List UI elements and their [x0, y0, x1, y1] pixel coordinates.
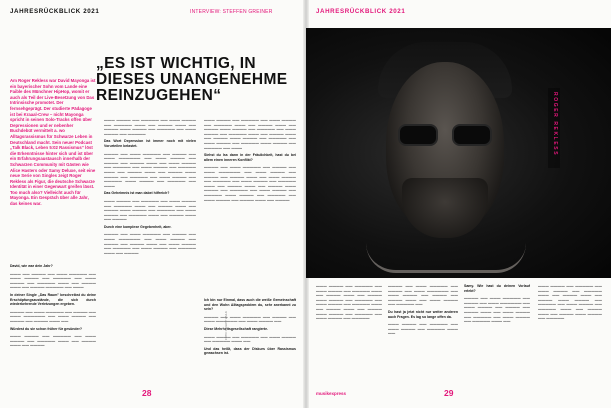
- body-text-block: ▬▬▬▬ ▬▬ ▬▬▬ ▬▬▬▬▬ ▬▬ ▬▬▬▬ ▬▬ ▬▬▬ ▬▬▬▬▬▬ ▬▬ ▬▬▬ ▬▬▬▬ ▬▬ ▬▬▬▬ ▬▬ ▬▬▬▬ ▬▬▬ ▬▬ ▬▬▬ ▬▬▬▬ ▬▬ ▬▬▬▬▬ ▬▬ ▬▬▬ ▬▬▬▬ ▬▬ ▬▬▬▬▬ ▬▬▬ ▬▬ ▬▬▬▬: [104, 232, 196, 255]
- right-question-3: Und das heißt, dass der Diskurs über Rassismus gewachsen ist.: [204, 346, 296, 356]
- page-number-right: 29: [444, 388, 454, 398]
- right-question-1: Ich bin nur Einmal, dass auch die weiße Gemeinschaft und den Wohn Alltagsproblem du, sehr anerkannt zu sein?: [204, 298, 296, 312]
- article-lead: Am Roger Rekless war David Mayonga ist ein bayerischer Sohn vom Lande eine Faible des Münchner HipHop, womit er auch als Teil der Live-Besetzung von Das Intrinsische promotet. Der fernsehgeprägt. Der studierte Pädagoge ist bei Kraaal-Crew – nicht Mayonga spricht in seinen Solo-Tracks offen über Depressionen und er nebenher Buchdebüt vermittelt a. wo Alltagsrassismus für Schwarze Leben in Deutschland macht. Sein neuer Podcast „Talk Black, Leben 5:02 Rassismus“ löst die Erkenntnisse hinter sich und ist über ein Erfahrungsaustausch innerhalb der Schwarzen Community mit Gästen wie Alice Hasters oder Samy Deluxe, seit eine neue Serie von Singles zeigt Roger Rekless als Figur, die deutsche Schwarze Identität in einer Gegenwart greifen lässt. Too much also? Vielleicht auch für Mayonga. Ein Gespräch über alle Jahr, das keines war.: [10, 78, 96, 207]
- right-column-3: [464, 284, 530, 394]
- body-text-block: ▬▬▬ ▬▬▬▬ ▬▬ ▬▬▬▬▬ ▬▬ ▬▬▬ ▬▬▬▬ ▬▬ ▬▬▬▬▬ ▬▬▬ ▬▬ ▬▬▬▬ ▬▬▬ ▬▬ ▬▬▬▬: [10, 334, 96, 348]
- question-2: In deiner Single „Das Raum" beschreibst du deine Erschöpfungszustände, die sich durch wiederkehrende Verletzungen ergeben.: [10, 292, 96, 307]
- right-question-2: Diese Mehrheitsgesellschaft rangierte.: [204, 326, 268, 331]
- body-text-block: ▬▬▬ ▬▬▬▬ ▬▬ ▬▬▬▬▬ ▬▬ ▬▬▬ ▬▬▬▬ ▬▬ ▬▬▬▬▬ ▬▬▬ ▬▬: [388, 322, 458, 336]
- body-text-block: ▬▬▬ ▬▬▬▬ ▬▬ ▬▬▬▬▬ ▬▬ ▬▬▬ ▬▬▬▬ ▬▬ ▬▬▬▬▬ ▬▬▬ ▬▬ ▬▬▬▬ ▬▬▬ ▬▬ ▬▬▬▬ ▬▬▬ ▬▬▬▬ ▬▬ ▬▬▬▬▬ ▬▬ ▬▬▬ ▬▬▬▬ ▬▬ ▬▬▬▬▬: [104, 118, 196, 136]
- magazine-logo: musikexpress: [316, 391, 347, 396]
- body-text-block: ▬▬▬▬ ▬▬ ▬▬▬ ▬▬▬▬▬ ▬▬ ▬▬▬▬ ▬▬ ▬▬▬ ▬▬▬▬▬▬ ▬▬ ▬▬▬ ▬▬▬▬ ▬▬ ▬▬▬▬ ▬▬ ▬▬▬▬ ▬▬▬ ▬▬ ▬▬▬ ▬▬▬▬ ▬▬ ▬▬▬▬▬ ▬▬: [388, 284, 458, 307]
- body-text-block: ▬▬▬ ▬▬▬▬ ▬▬ ▬▬▬▬▬ ▬▬ ▬▬▬ ▬▬▬▬ ▬▬ ▬▬▬▬▬ ▬▬▬ ▬▬: [204, 334, 296, 344]
- right-column-4: [538, 284, 602, 394]
- right-page: [306, 0, 611, 408]
- right-question-5: Samy. Wie hast du deinen Vorlauf erlebt?: [464, 284, 530, 293]
- running-head-right: [316, 8, 405, 15]
- question-5: Das Geheimnis ist man dabei hilfreich?: [104, 191, 170, 196]
- article-headline: „ES IST WICHTIG, IN DIESES UNANGENEHME REINZUGEHEN“: [96, 55, 288, 104]
- necklace-shape: [366, 243, 526, 273]
- body-text-block: ▬▬▬▬ ▬▬ ▬▬▬ ▬▬▬▬▬ ▬▬ ▬▬▬▬ ▬▬ ▬▬▬ ▬▬▬▬▬▬ ▬▬ ▬▬▬ ▬▬▬▬ ▬▬: [204, 314, 296, 324]
- left-column-1: [10, 264, 96, 394]
- right-question-4: Du hast ja jetzt nicht nur weiter anderen auch Fragen. Es lag so lange offen da.: [388, 309, 458, 319]
- question-3: Würdest du sie schon früher für gesünder?: [10, 326, 82, 331]
- question-1: David, wie war dein Jahr?: [10, 264, 53, 268]
- body-text-block: ▬▬▬▬ ▬▬ ▬▬▬ ▬▬▬▬▬ ▬▬ ▬▬▬▬ ▬▬ ▬▬▬ ▬▬▬▬▬▬ ▬▬ ▬▬▬ ▬▬▬▬ ▬▬ ▬▬▬▬ ▬▬ ▬▬▬▬ ▬▬▬ ▬▬ ▬▬▬ ▬▬▬▬ ▬▬ ▬▬▬▬▬ ▬▬ ▬▬▬ ▬▬▬▬ ▬▬ ▬▬▬▬▬ ▬▬▬ ▬▬ ▬▬▬▬ ▬▬▬ ▬▬ ▬▬▬▬ ▬▬▬ ▬▬▬▬ ▬▬ ▬▬▬▬▬ ▬▬ ▬▬▬ ▬▬▬▬ ▬▬ ▬▬▬▬▬ ▬▬▬ ▬▬▬▬ ▬▬ ▬▬▬▬▬ ▬▬ ▬▬▬ ▬▬▬▬ ▬▬ ▬▬▬▬ ▬▬▬ ▬▬ ▬▬▬▬: [204, 165, 296, 202]
- page-number-left: 28: [142, 388, 152, 398]
- body-text-block: ▬▬▬ ▬▬▬▬ ▬▬ ▬▬▬▬▬ ▬▬ ▬▬▬ ▬▬▬▬ ▬▬ ▬▬▬▬▬ ▬▬▬ ▬▬ ▬▬▬▬ ▬▬▬ ▬▬ ▬▬▬▬ ▬▬▬ ▬▬▬▬ ▬▬ ▬▬▬▬▬ ▬▬ ▬▬▬ ▬▬▬▬ ▬▬ ▬▬▬▬▬ ▬▬▬ ▬▬ ▬▬▬▬ ▬▬▬ ▬▬ ▬▬▬▬ ▬▬▬ ▬▬▬▬ ▬▬ ▬▬▬▬▬ ▬▬ ▬▬▬ ▬▬▬▬ ▬▬ ▬▬▬▬▬ ▬▬▬ ▬▬▬▬ ▬▬ ▬▬▬▬▬ ▬▬ ▬▬▬: [204, 118, 296, 150]
- photo-name-label: ROGER REKLESS: [552, 92, 558, 157]
- left-column-2: [104, 118, 196, 393]
- beard-shape: [402, 178, 488, 238]
- body-text-block: ▬▬▬ ▬▬▬▬ ▬▬ ▬▬▬▬▬ ▬▬ ▬▬▬ ▬▬▬▬ ▬▬ ▬▬▬▬▬ ▬▬▬ ▬▬ ▬▬▬▬ ▬▬▬ ▬▬ ▬▬▬▬ ▬▬▬ ▬▬▬▬ ▬▬ ▬▬▬▬▬ ▬▬ ▬▬▬ ▬▬▬▬ ▬▬ ▬▬▬▬▬ ▬▬▬ ▬▬ ▬▬▬▬ ▬▬▬ ▬▬ ▬▬▬▬: [104, 198, 196, 222]
- question-7: Siehst du Iss dann in der Fräulichkeit, hast du bei allem einen inneren Konflikt?: [204, 153, 296, 162]
- portrait-photo: [306, 28, 611, 278]
- body-text-block: ▬▬▬▬ ▬▬ ▬▬▬ ▬▬▬▬▬ ▬▬ ▬▬▬▬ ▬▬ ▬▬▬ ▬▬▬▬▬▬ ▬▬ ▬▬▬ ▬▬▬▬ ▬▬ ▬▬▬▬ ▬▬ ▬▬▬▬ ▬▬▬ ▬▬: [10, 309, 96, 323]
- photo-credit: FOTO: PHILIPP WULK: [224, 311, 228, 340]
- spread-gutter: [303, 0, 309, 408]
- right-column-1: [316, 284, 382, 394]
- running-head-left: [10, 8, 99, 15]
- interview-byline: INTERVIEW: STEFFEN GREINER: [190, 9, 273, 15]
- question-4: Das Wort Depression ist immer noch mit vielen Vorurteilen belastet.: [104, 139, 196, 148]
- body-text-block: ▬▬▬▬ ▬▬ ▬▬▬ ▬▬▬▬▬ ▬▬ ▬▬▬▬ ▬▬ ▬▬▬ ▬▬▬▬▬▬ ▬▬ ▬▬▬ ▬▬▬▬ ▬▬ ▬▬▬▬ ▬▬ ▬▬▬▬ ▬▬▬ ▬▬ ▬▬▬ ▬▬▬▬ ▬▬ ▬▬▬▬▬ ▬▬ ▬▬▬ ▬▬▬▬ ▬▬ ▬▬▬▬▬ ▬▬▬ ▬▬ ▬▬▬▬ ▬▬▬ ▬▬ ▬▬▬▬ ▬▬▬ ▬▬▬▬ ▬▬ ▬▬▬▬▬ ▬▬ ▬▬▬ ▬▬▬▬ ▬▬ ▬▬▬▬▬ ▬▬▬ ▬▬▬▬ ▬▬ ▬▬▬▬▬ ▬▬ ▬▬▬: [104, 151, 196, 188]
- body-text-block: ▬▬▬ ▬▬ ▬▬▬▬ ▬▬ ▬▬▬ ▬▬▬▬▬ ▬▬ ▬▬▬ ▬▬▬▬ ▬▬ ▬▬▬▬▬ ▬▬ ▬▬▬ ▬▬▬▬ ▬▬ ▬▬▬▬▬ ▬▬▬ ▬▬ ▬▬▬▬ ▬▬▬ ▬▬ ▬▬▬▬ ▬▬▬▬▬ ▬▬ ▬▬▬: [10, 271, 96, 290]
- body-text-block: ▬▬▬ ▬▬▬▬ ▬▬ ▬▬▬▬▬ ▬▬ ▬▬▬ ▬▬▬▬ ▬▬ ▬▬▬▬▬ ▬▬▬ ▬▬ ▬▬▬▬ ▬▬▬ ▬▬ ▬▬▬▬ ▬▬▬ ▬▬▬▬ ▬▬ ▬▬▬▬▬ ▬▬ ▬▬▬ ▬▬▬▬ ▬▬ ▬▬▬▬▬ ▬▬▬ ▬▬ ▬▬▬▬ ▬▬▬ ▬▬ ▬▬▬▬ ▬▬▬ ▬▬▬▬ ▬▬ ▬▬▬▬▬ ▬▬ ▬▬▬ ▬▬▬▬ ▬▬ ▬▬▬▬▬: [316, 284, 382, 321]
- body-text-block: ▬▬▬ ▬▬▬▬ ▬▬ ▬▬▬▬▬ ▬▬ ▬▬▬ ▬▬▬▬ ▬▬ ▬▬▬▬▬ ▬▬▬ ▬▬ ▬▬▬▬ ▬▬▬ ▬▬ ▬▬▬▬ ▬▬▬ ▬▬▬▬ ▬▬ ▬▬▬▬▬ ▬▬ ▬▬▬ ▬▬▬▬ ▬▬ ▬▬▬▬▬ ▬▬▬ ▬▬ ▬▬▬▬ ▬▬▬ ▬▬ ▬▬▬▬ ▬▬▬ ▬▬▬▬ ▬▬ ▬▬▬▬▬: [538, 284, 602, 321]
- question-6: Durch eine komplexe Gegebenheit, aber.: [104, 224, 172, 229]
- running-head-left-text: JAHRESRÜCKBLICK 2021: [10, 8, 100, 15]
- left-column-3-continued: [204, 298, 296, 394]
- running-head-right-text: JAHRESRÜCKBLICK 2021: [316, 8, 406, 15]
- body-text-block: ▬▬▬▬ ▬▬ ▬▬▬ ▬▬▬▬▬ ▬▬ ▬▬▬▬ ▬▬ ▬▬▬ ▬▬▬▬▬▬ ▬▬ ▬▬▬ ▬▬▬▬ ▬▬ ▬▬▬▬ ▬▬ ▬▬▬▬ ▬▬▬ ▬▬ ▬▬▬ ▬▬▬▬ ▬▬ ▬▬▬▬▬ ▬▬ ▬▬▬ ▬▬▬▬ ▬▬ ▬▬▬▬▬ ▬▬▬ ▬▬: [464, 296, 530, 324]
- sunglasses-shape: [398, 124, 494, 146]
- right-column-2: [388, 284, 458, 384]
